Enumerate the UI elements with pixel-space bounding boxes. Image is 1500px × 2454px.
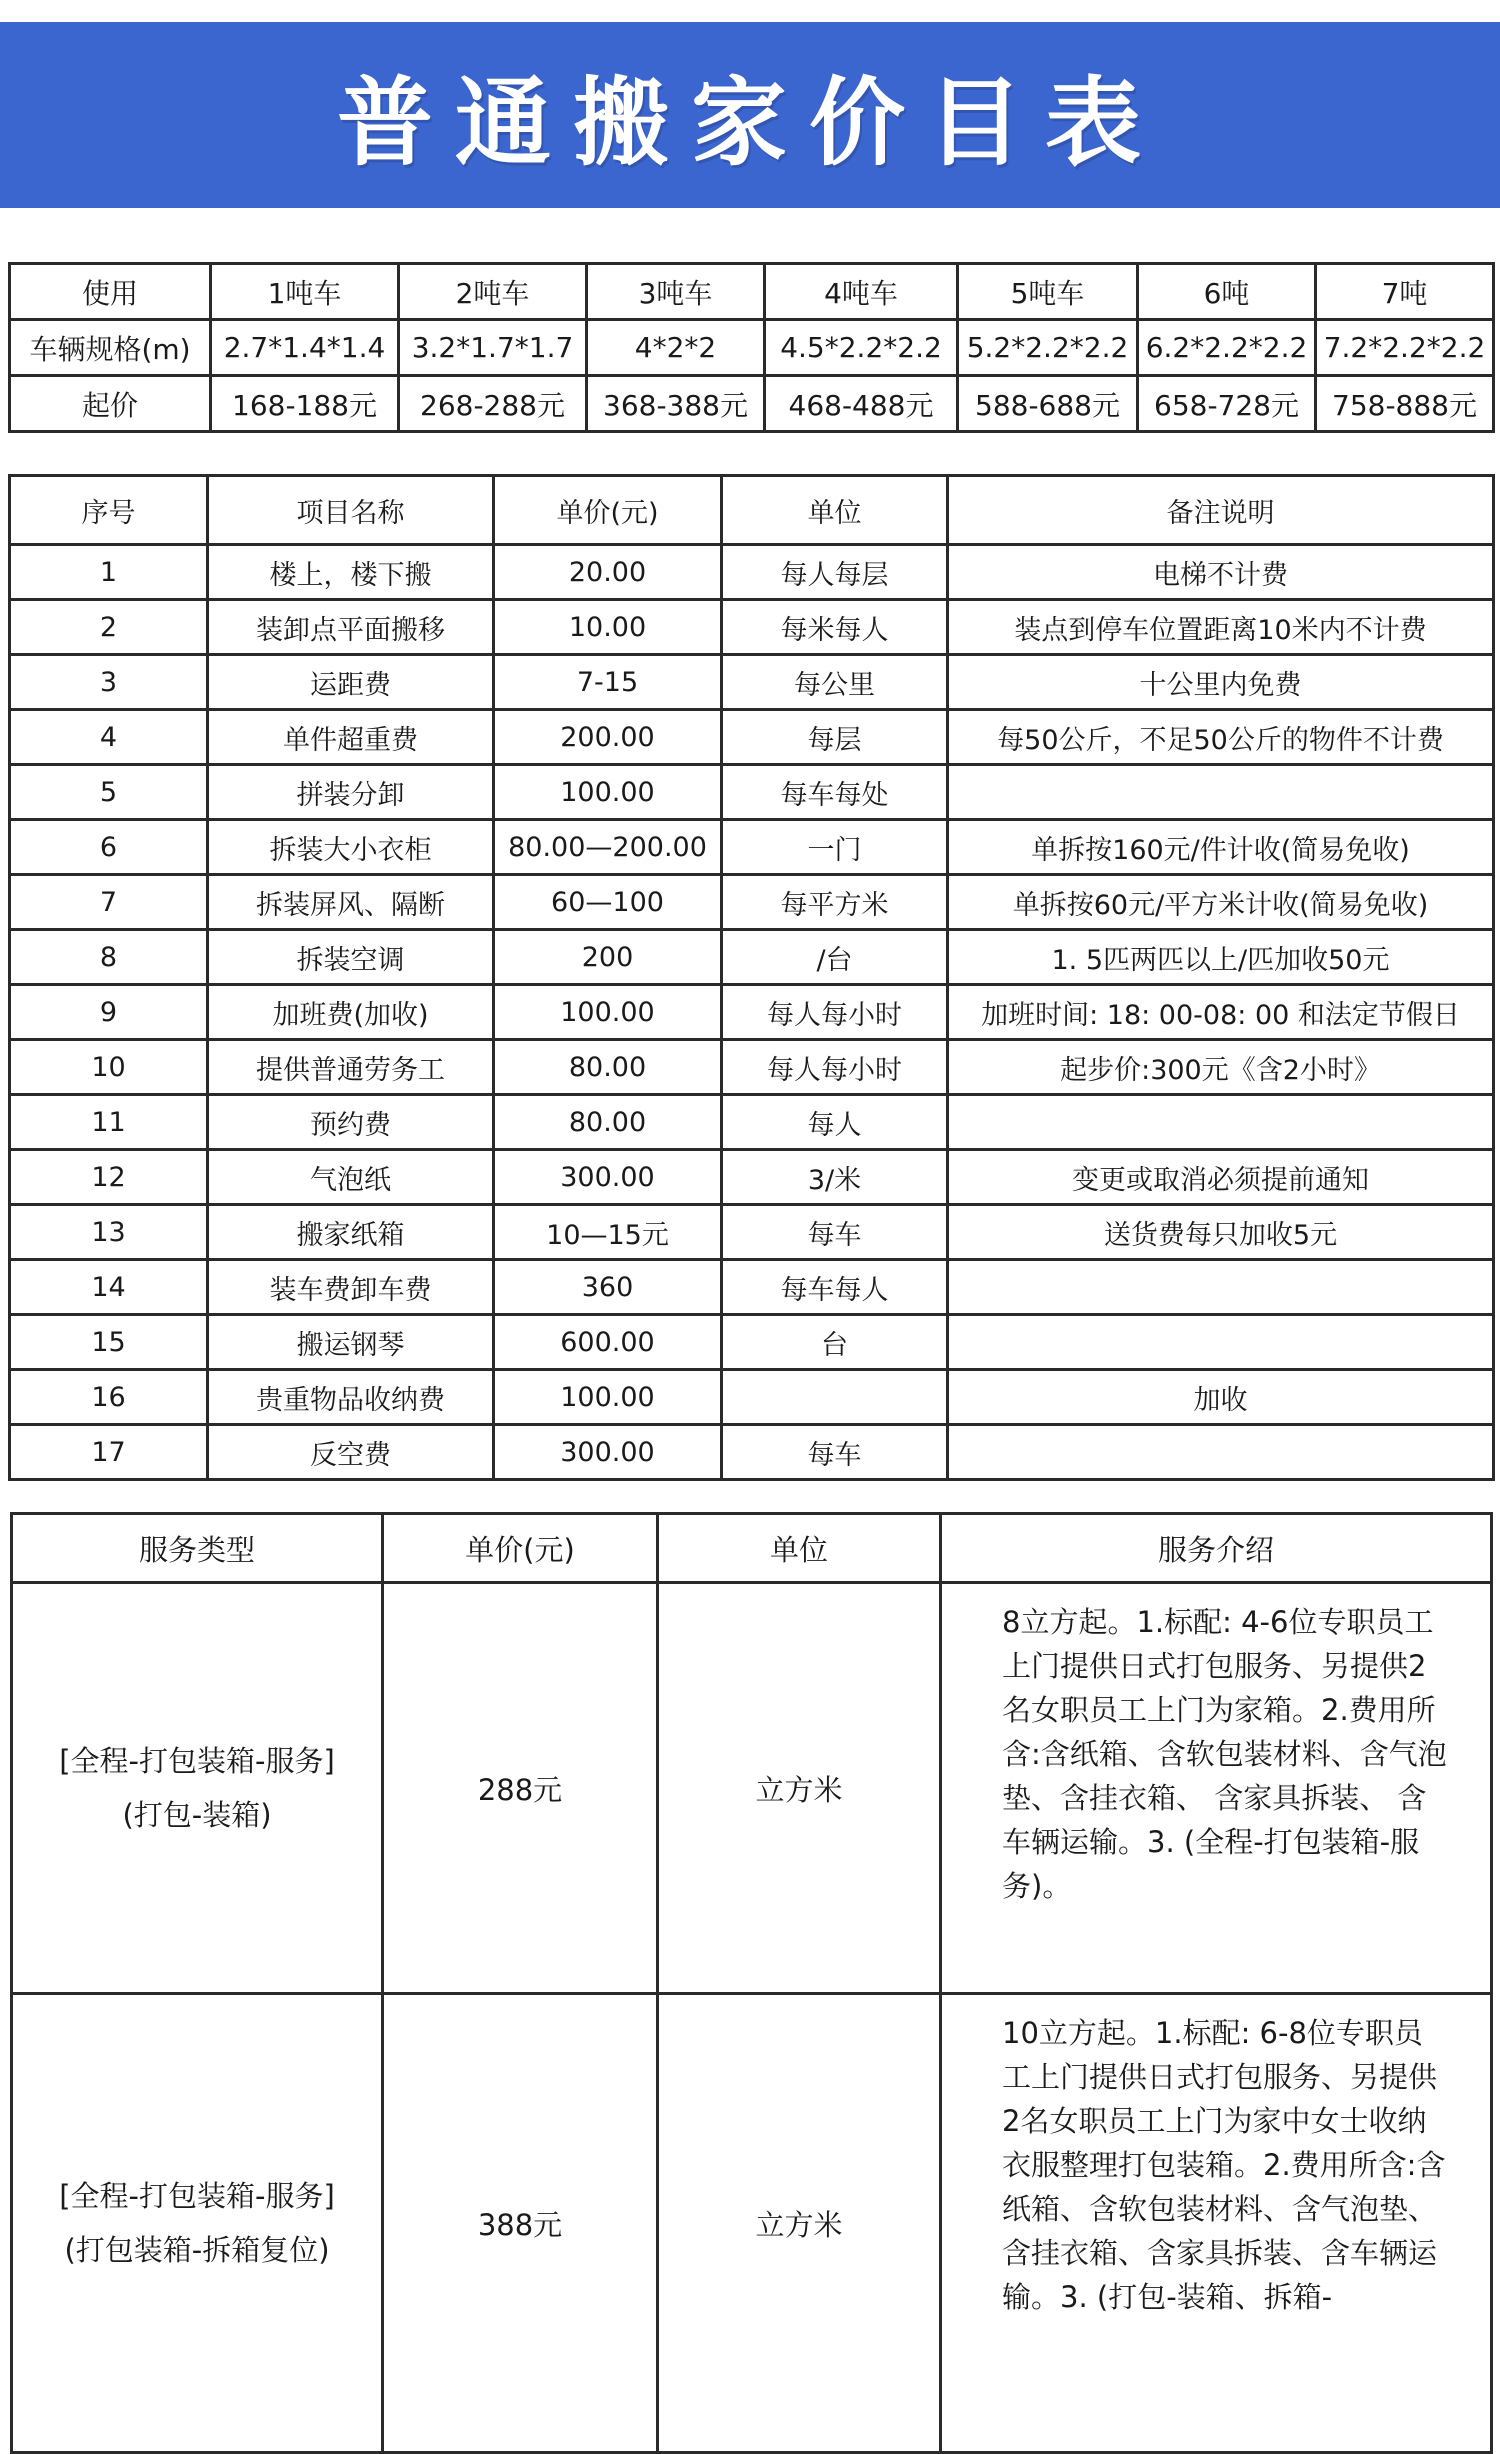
item-row bbox=[10, 820, 1494, 875]
item-price-cell: 80.00 bbox=[494, 1095, 722, 1150]
item-unit-cell bbox=[722, 1370, 948, 1425]
item-unit-cell: 每层 bbox=[722, 710, 948, 765]
item-unit-cell: 每车 bbox=[722, 1425, 948, 1480]
service-type-subline: (打包-装箱) bbox=[122, 1798, 272, 1832]
vehicle-price-cell: 758-888元 bbox=[1316, 376, 1494, 432]
item-row bbox=[10, 875, 1494, 930]
item-unit-cell: 每人 bbox=[722, 1095, 948, 1150]
header-index: 序号 bbox=[10, 476, 208, 545]
service-header-row bbox=[12, 1514, 1492, 1583]
service-row bbox=[12, 1583, 1492, 1994]
service-type-line: [全程-打包装箱-服务] bbox=[59, 2179, 335, 2213]
item-unit-cell: 3/米 bbox=[722, 1150, 948, 1205]
item-remark-cell bbox=[948, 765, 1494, 820]
item-index-cell: 9 bbox=[10, 985, 208, 1040]
item-remark-cell: 送货费每只加收5元 bbox=[948, 1205, 1494, 1260]
item-row bbox=[10, 1315, 1494, 1370]
item-name-cell: 拆装大小衣柜 bbox=[208, 820, 494, 875]
item-unit-cell: 每人每小时 bbox=[722, 985, 948, 1040]
item-index-cell: 15 bbox=[10, 1315, 208, 1370]
service-type-subline: (打包装箱-拆箱复位) bbox=[64, 2233, 330, 2267]
vehicle-name-cell: 3吨车 bbox=[587, 264, 765, 320]
header-service-type: 服务类型 bbox=[12, 1514, 383, 1583]
item-unit-cell: 每车每处 bbox=[722, 765, 948, 820]
vehicle-spec-cell: 5.2*2.2*2.2 bbox=[958, 320, 1138, 376]
item-index-cell: 14 bbox=[10, 1260, 208, 1315]
item-name-cell: 拼装分卸 bbox=[208, 765, 494, 820]
item-price-cell: 7-15 bbox=[494, 655, 722, 710]
row-label: 起价 bbox=[10, 376, 211, 432]
item-price-cell: 60—100 bbox=[494, 875, 722, 930]
vehicle-price-cell: 658-728元 bbox=[1138, 376, 1316, 432]
item-price-cell: 20.00 bbox=[494, 545, 722, 600]
header-unit: 单位 bbox=[658, 1514, 941, 1583]
item-unit-cell: 每车 bbox=[722, 1205, 948, 1260]
vehicle-spec-cell: 3.2*1.7*1.7 bbox=[399, 320, 587, 376]
item-remark-cell: 电梯不计费 bbox=[948, 545, 1494, 600]
vehicle-name-row bbox=[10, 264, 1494, 320]
item-index-cell: 3 bbox=[10, 655, 208, 710]
item-unit-cell: 每米每人 bbox=[722, 600, 948, 655]
vehicle-price-table bbox=[8, 262, 1495, 433]
item-name-cell: 楼上，楼下搬 bbox=[208, 545, 494, 600]
item-remark-cell bbox=[948, 1095, 1494, 1150]
item-remark-cell: 变更或取消必须提前通知 bbox=[948, 1150, 1494, 1205]
item-name-cell: 预约费 bbox=[208, 1095, 494, 1150]
item-remark-cell bbox=[948, 1315, 1494, 1370]
item-price-cell: 200.00 bbox=[494, 710, 722, 765]
item-row bbox=[10, 1150, 1494, 1205]
vehicle-spec-cell: 7.2*2.2*2.2 bbox=[1316, 320, 1494, 376]
vehicle-spec-row bbox=[10, 320, 1494, 376]
item-remark-cell bbox=[948, 1260, 1494, 1315]
item-name-cell: 装车费卸车费 bbox=[208, 1260, 494, 1315]
vehicle-price-cell: 468-488元 bbox=[765, 376, 958, 432]
item-price-cell: 600.00 bbox=[494, 1315, 722, 1370]
item-name-cell: 反空费 bbox=[208, 1425, 494, 1480]
item-price-cell: 300.00 bbox=[494, 1425, 722, 1480]
service-desc-cell: 8立方起。1.标配: 4-6位专职员工上门提供日式打包服务、另提供2名女职员工上门为家箱。2.费用所含:含纸箱、含软包装材料、含气泡垫、含挂衣箱、 含家具拆装、 含车辆运输。3. (全程-打包装箱-服务)。 bbox=[941, 1583, 1492, 1994]
title-banner bbox=[0, 22, 1500, 208]
vehicle-spec-cell: 4.5*2.2*2.2 bbox=[765, 320, 958, 376]
item-remark-cell bbox=[948, 1425, 1494, 1480]
item-unit-cell: 台 bbox=[722, 1315, 948, 1370]
service-row bbox=[12, 1994, 1492, 2453]
service-unit-cell: 立方米 bbox=[658, 1583, 941, 1994]
item-row bbox=[10, 1260, 1494, 1315]
vehicle-name-cell: 5吨车 bbox=[958, 264, 1138, 320]
item-remark-cell: 1. 5匹两匹以上/匹加收50元 bbox=[948, 930, 1494, 985]
item-remark-cell: 装点到停车位置距离10米内不计费 bbox=[948, 600, 1494, 655]
item-name-cell: 装卸点平面搬移 bbox=[208, 600, 494, 655]
item-index-cell: 6 bbox=[10, 820, 208, 875]
item-name-cell: 加班费(加收) bbox=[208, 985, 494, 1040]
item-name-cell: 运距费 bbox=[208, 655, 494, 710]
vehicle-spec-cell: 2.7*1.4*1.4 bbox=[211, 320, 399, 376]
item-price-cell: 200 bbox=[494, 930, 722, 985]
item-name-cell: 提供普通劳务工 bbox=[208, 1040, 494, 1095]
item-name-cell: 拆装屏风、隔断 bbox=[208, 875, 494, 930]
item-row bbox=[10, 710, 1494, 765]
item-index-cell: 10 bbox=[10, 1040, 208, 1095]
item-name-cell: 单件超重费 bbox=[208, 710, 494, 765]
item-index-cell: 1 bbox=[10, 545, 208, 600]
service-type-cell bbox=[12, 1994, 383, 2453]
item-price-cell: 80.00 bbox=[494, 1040, 722, 1095]
item-unit-cell: 每平方米 bbox=[722, 875, 948, 930]
item-unit-cell: 一门 bbox=[722, 820, 948, 875]
item-name-cell: 贵重物品收纳费 bbox=[208, 1370, 494, 1425]
row-label: 车辆规格(m) bbox=[10, 320, 211, 376]
header-unit-price: 单价(元) bbox=[494, 476, 722, 545]
item-price-cell: 80.00—200.00 bbox=[494, 820, 722, 875]
vehicle-spec-cell: 6.2*2.2*2.2 bbox=[1138, 320, 1316, 376]
header-service-intro: 服务介绍 bbox=[941, 1514, 1492, 1583]
item-row bbox=[10, 1040, 1494, 1095]
item-remark-cell: 起步价:300元《含2小时》 bbox=[948, 1040, 1494, 1095]
item-row bbox=[10, 765, 1494, 820]
item-price-cell: 100.00 bbox=[494, 985, 722, 1040]
items-header-row bbox=[10, 476, 1494, 545]
service-desc-cell: 10立方起。1.标配: 6-8位专职员工上门提供日式打包服务、另提供2名女职员工上门为家中女士收纳衣服整理打包装箱。2.费用所含:含纸箱、含软包装材料、含气泡垫、含挂衣箱、含家具拆装、含车辆运输。3. (打包-装箱、拆箱- bbox=[941, 1994, 1492, 2453]
vehicle-price-cell: 268-288元 bbox=[399, 376, 587, 432]
service-type-line: [全程-打包装箱-服务] bbox=[59, 1744, 335, 1778]
item-row bbox=[10, 1205, 1494, 1260]
item-remark-cell: 十公里内免费 bbox=[948, 655, 1494, 710]
item-index-cell: 7 bbox=[10, 875, 208, 930]
item-price-cell: 100.00 bbox=[494, 765, 722, 820]
vehicle-name-cell: 1吨车 bbox=[211, 264, 399, 320]
header-remarks: 备注说明 bbox=[948, 476, 1494, 545]
item-unit-cell: 每公里 bbox=[722, 655, 948, 710]
service-price-cell: 388元 bbox=[383, 1994, 658, 2453]
service-unit-cell: 立方米 bbox=[658, 1994, 941, 2453]
row-label: 使用 bbox=[10, 264, 211, 320]
header-item-name: 项目名称 bbox=[208, 476, 494, 545]
item-index-cell: 16 bbox=[10, 1370, 208, 1425]
item-name-cell: 搬运钢琴 bbox=[208, 1315, 494, 1370]
vehicle-name-cell: 2吨车 bbox=[399, 264, 587, 320]
vehicle-price-row bbox=[10, 376, 1494, 432]
item-name-cell: 拆装空调 bbox=[208, 930, 494, 985]
item-remark-cell: 单拆按60元/平方米计收(简易免收) bbox=[948, 875, 1494, 930]
item-price-cell: 300.00 bbox=[494, 1150, 722, 1205]
item-price-cell: 100.00 bbox=[494, 1370, 722, 1425]
item-unit-cell: 每人每层 bbox=[722, 545, 948, 600]
item-index-cell: 8 bbox=[10, 930, 208, 985]
vehicle-spec-cell: 4*2*2 bbox=[587, 320, 765, 376]
item-index-cell: 13 bbox=[10, 1205, 208, 1260]
item-remark-cell: 加收 bbox=[948, 1370, 1494, 1425]
item-price-cell: 10.00 bbox=[494, 600, 722, 655]
item-index-cell: 12 bbox=[10, 1150, 208, 1205]
item-row bbox=[10, 985, 1494, 1040]
item-row bbox=[10, 545, 1494, 600]
item-row bbox=[10, 1425, 1494, 1480]
item-index-cell: 2 bbox=[10, 600, 208, 655]
vehicle-name-cell: 4吨车 bbox=[765, 264, 958, 320]
vehicle-name-cell: 6吨 bbox=[1138, 264, 1316, 320]
service-type-cell bbox=[12, 1583, 383, 1994]
item-name-cell: 气泡纸 bbox=[208, 1150, 494, 1205]
item-name-cell: 搬家纸箱 bbox=[208, 1205, 494, 1260]
item-unit-cell: 每人每小时 bbox=[722, 1040, 948, 1095]
header-unit: 单位 bbox=[722, 476, 948, 545]
item-row bbox=[10, 1370, 1494, 1425]
item-row bbox=[10, 930, 1494, 985]
vehicle-price-cell: 168-188元 bbox=[211, 376, 399, 432]
item-row bbox=[10, 600, 1494, 655]
item-row bbox=[10, 655, 1494, 710]
item-remark-cell: 加班时间: 18: 00-08: 00 和法定节假日 bbox=[948, 985, 1494, 1040]
item-index-cell: 5 bbox=[10, 765, 208, 820]
item-price-cell: 360 bbox=[494, 1260, 722, 1315]
service-price-cell: 288元 bbox=[383, 1583, 658, 1994]
header-unit-price: 单价(元) bbox=[383, 1514, 658, 1583]
page-title: 普通搬家价目表 bbox=[337, 66, 1163, 179]
item-index-cell: 4 bbox=[10, 710, 208, 765]
item-row bbox=[10, 1095, 1494, 1150]
service-table bbox=[10, 1512, 1493, 2454]
items-price-table bbox=[8, 474, 1495, 1481]
item-unit-cell: 每车每人 bbox=[722, 1260, 948, 1315]
vehicle-name-cell: 7吨 bbox=[1316, 264, 1494, 320]
item-price-cell: 10—15元 bbox=[494, 1205, 722, 1260]
vehicle-price-cell: 368-388元 bbox=[587, 376, 765, 432]
item-index-cell: 11 bbox=[10, 1095, 208, 1150]
vehicle-price-cell: 588-688元 bbox=[958, 376, 1138, 432]
item-unit-cell: /台 bbox=[722, 930, 948, 985]
item-index-cell: 17 bbox=[10, 1425, 208, 1480]
item-remark-cell: 每50公斤，不足50公斤的物件不计费 bbox=[948, 710, 1494, 765]
item-remark-cell: 单拆按160元/件计收(简易免收) bbox=[948, 820, 1494, 875]
